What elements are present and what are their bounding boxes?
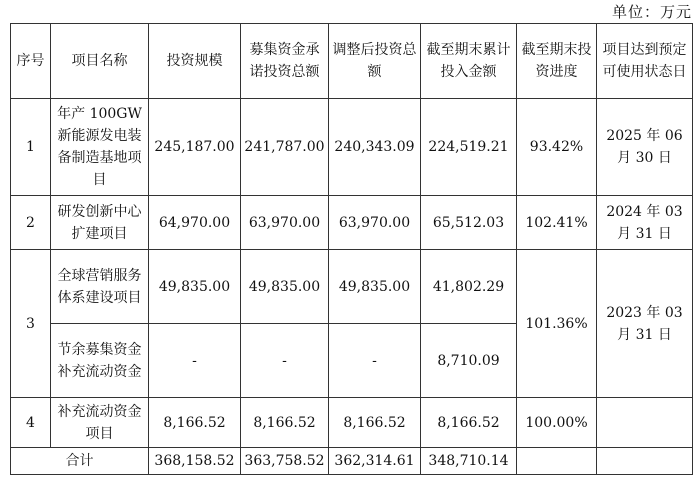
row-adjusted: 63,970.00 [329,196,421,250]
header-cumulative: 截至期末累计投入金额 [421,24,517,99]
header-seq: 序号 [11,24,51,99]
row-committed: 49,835.00 [241,250,329,324]
row-adjusted: 8,166.52 [329,398,421,448]
total-adjusted: 362,314.61 [329,448,421,475]
row-seq: 4 [11,398,51,448]
row-project-name: 研发创新中心扩建项目 [51,196,149,250]
row-seq: 3 [11,250,51,398]
row-progress: 100.00% [517,398,597,448]
header-adjusted: 调整后投资总额 [329,24,421,99]
row-cumulative: 65,512.03 [421,196,517,250]
row-scale: 8,166.52 [149,398,241,448]
row-project-name: 补充流动资金项目 [51,398,149,448]
row-cumulative: 224,519.21 [421,99,517,196]
row-adjusted: 49,835.00 [329,250,421,324]
row-ready-date: 2024 年 03 月 31 日 [597,196,693,250]
row-adjusted: - [329,324,421,398]
row-scale: 49,835.00 [149,250,241,324]
row-project-name: 节余募集资金补充流动资金 [51,324,149,398]
row-cumulative: 8,710.09 [421,324,517,398]
table-row [11,99,693,196]
table-row [11,196,693,250]
unit-label: 单位：万元 [611,3,692,21]
row-progress: 93.42% [517,99,597,196]
row-progress: 102.41% [517,196,597,250]
header-progress: 截至期末投资进度 [517,24,597,99]
table-header-row [11,24,693,99]
row-ready-date: 2025 年 06 月 30 日 [597,99,693,196]
row-committed: 63,970.00 [241,196,329,250]
row-adjusted: 240,343.09 [329,99,421,196]
row-project-name: 全球营销服务体系建设项目 [51,250,149,324]
table-row [11,250,693,324]
row-ready-date [597,398,693,448]
total-cumulative: 348,710.14 [421,448,517,475]
row-cumulative: 41,802.29 [421,250,517,324]
total-committed: 363,758.52 [241,448,329,475]
header-scale: 投资规模 [149,24,241,99]
header-ready-date: 项目达到预定可使用状态日 [597,24,693,99]
total-label: 合计 [11,448,149,475]
header-name: 项目名称 [51,24,149,99]
row-progress: 101.36% [517,250,597,398]
row-seq: 1 [11,99,51,196]
row-cumulative: 8,166.52 [421,398,517,448]
row-ready-date: 2023 年 03 月 31 日 [597,250,693,398]
table-total-row [11,448,693,475]
row-seq: 2 [11,196,51,250]
table-row [11,398,693,448]
investment-table [10,23,693,475]
header-committed: 募集资金承诺投资总额 [241,24,329,99]
row-project-name: 年产 100GW 新能源发电装备制造基地项目 [51,99,149,196]
row-committed: - [241,324,329,398]
total-scale: 368,158.52 [149,448,241,475]
row-committed: 241,787.00 [241,99,329,196]
row-scale: - [149,324,241,398]
row-committed: 8,166.52 [241,398,329,448]
total-date-empty [597,448,693,475]
row-scale: 64,970.00 [149,196,241,250]
row-scale: 245,187.00 [149,99,241,196]
total-progress-empty [517,448,597,475]
